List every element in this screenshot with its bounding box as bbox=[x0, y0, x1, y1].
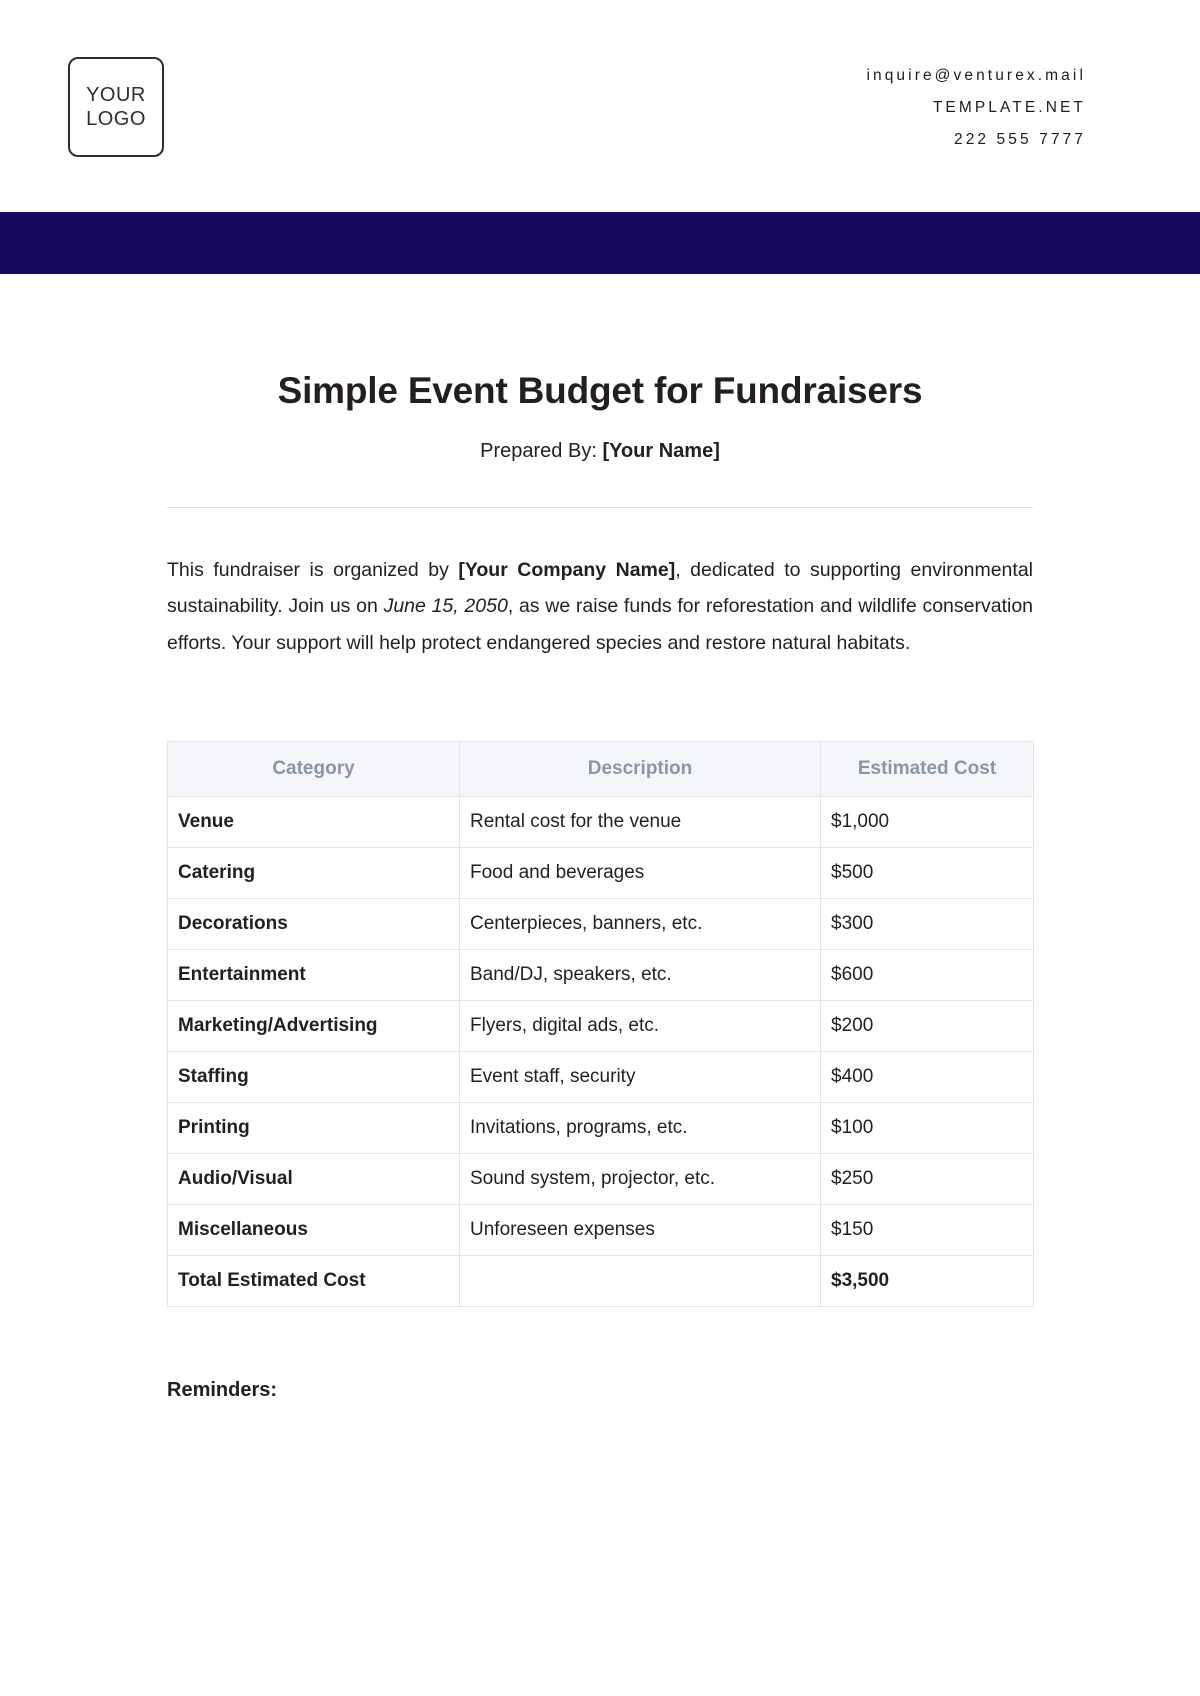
budget-table bbox=[167, 741, 1034, 1307]
cell-category: Printing bbox=[168, 1102, 460, 1153]
table-total-row bbox=[168, 1255, 1034, 1306]
cell-description: Band/DJ, speakers, etc. bbox=[460, 949, 821, 1000]
cell-cost: $200 bbox=[821, 1000, 1034, 1051]
cell-category: Entertainment bbox=[168, 949, 460, 1000]
cell-cost: $150 bbox=[821, 1204, 1034, 1255]
table-row bbox=[168, 1204, 1034, 1255]
intro-part-3: , as we raise funds for reforestation and wildlife conservation efforts. Your support will help protect endangered species and restore natural habitats. bbox=[167, 595, 1034, 654]
title-divider bbox=[167, 507, 1033, 508]
cell-total-description bbox=[460, 1255, 821, 1306]
cell-description: Flyers, digital ads, etc. bbox=[460, 1000, 821, 1051]
cell-description: Sound system, projector, etc. bbox=[460, 1153, 821, 1204]
cell-cost: $600 bbox=[821, 949, 1034, 1000]
cell-total-cost: $3,500 bbox=[821, 1255, 1034, 1306]
table-row bbox=[168, 898, 1034, 949]
cell-description: Centerpieces, banners, etc. bbox=[460, 898, 821, 949]
cell-category: Decorations bbox=[168, 898, 460, 949]
cell-description: Invitations, programs, etc. bbox=[460, 1102, 821, 1153]
intro-paragraph bbox=[167, 552, 1033, 661]
cell-description: Unforeseen expenses bbox=[460, 1204, 821, 1255]
contact-website: TEMPLATE.NET bbox=[932, 99, 1086, 117]
table-row bbox=[168, 1051, 1034, 1102]
prepared-by-line bbox=[0, 440, 1200, 463]
prepared-by-value: [Your Name] bbox=[602, 440, 720, 462]
table-row bbox=[168, 847, 1034, 898]
cell-category: Audio/Visual bbox=[168, 1153, 460, 1204]
column-header-estimated-cost: Estimated Cost bbox=[821, 741, 1034, 796]
cell-description: Rental cost for the venue bbox=[460, 796, 821, 847]
cell-category: Miscellaneous bbox=[168, 1204, 460, 1255]
prepared-by-label: Prepared By: bbox=[480, 440, 597, 462]
page-title: Simple Event Budget for Fundraisers bbox=[277, 370, 923, 411]
intro-part-2: , dedicated to supporting environmental sustainability. Join us on bbox=[167, 559, 1033, 618]
cell-description: Event staff, security bbox=[460, 1051, 821, 1102]
budget-table-body bbox=[168, 796, 1034, 1306]
intro-part-1: This fundraiser is organized by bbox=[167, 559, 459, 581]
cell-cost: $1,000 bbox=[821, 796, 1034, 847]
budget-table-head bbox=[168, 741, 1034, 796]
cell-cost: $400 bbox=[821, 1051, 1034, 1102]
table-row bbox=[168, 1153, 1034, 1204]
contact-email: inquire@venturex.mail bbox=[866, 67, 1086, 84]
intro-event-date: June 15, 2050 bbox=[383, 595, 508, 618]
document-body bbox=[0, 274, 1200, 1402]
cell-description: Food and beverages bbox=[460, 847, 821, 898]
cell-category: Venue bbox=[168, 796, 460, 847]
table-row bbox=[168, 1102, 1034, 1153]
header-accent-band bbox=[0, 212, 1200, 274]
page-header bbox=[0, 0, 1200, 212]
cell-cost: $300 bbox=[821, 898, 1034, 949]
contact-block bbox=[866, 60, 1086, 157]
cell-category: Marketing/Advertising bbox=[168, 1000, 460, 1051]
cell-category: Catering bbox=[168, 847, 460, 898]
logo-line-1: YOUR bbox=[86, 83, 146, 106]
table-row bbox=[168, 796, 1034, 847]
cell-cost: $100 bbox=[821, 1102, 1034, 1153]
cell-cost: $500 bbox=[821, 847, 1034, 898]
cell-cost: $250 bbox=[821, 1153, 1034, 1204]
column-header-description: Description bbox=[460, 741, 821, 796]
table-row bbox=[168, 1000, 1034, 1051]
contact-phone: 222 555 7777 bbox=[953, 131, 1086, 149]
intro-company-placeholder: [Your Company Name] bbox=[458, 559, 676, 581]
logo-placeholder bbox=[68, 57, 164, 157]
column-header-category: Category bbox=[168, 741, 460, 796]
table-row bbox=[168, 949, 1034, 1000]
budget-table-container bbox=[167, 741, 1033, 1307]
table-header-row bbox=[168, 741, 1034, 796]
reminders-heading: Reminders: bbox=[167, 1378, 278, 1401]
logo-line-2: LOGO bbox=[86, 108, 146, 130]
cell-category: Staffing bbox=[168, 1051, 460, 1102]
cell-total-label: Total Estimated Cost bbox=[168, 1255, 460, 1306]
